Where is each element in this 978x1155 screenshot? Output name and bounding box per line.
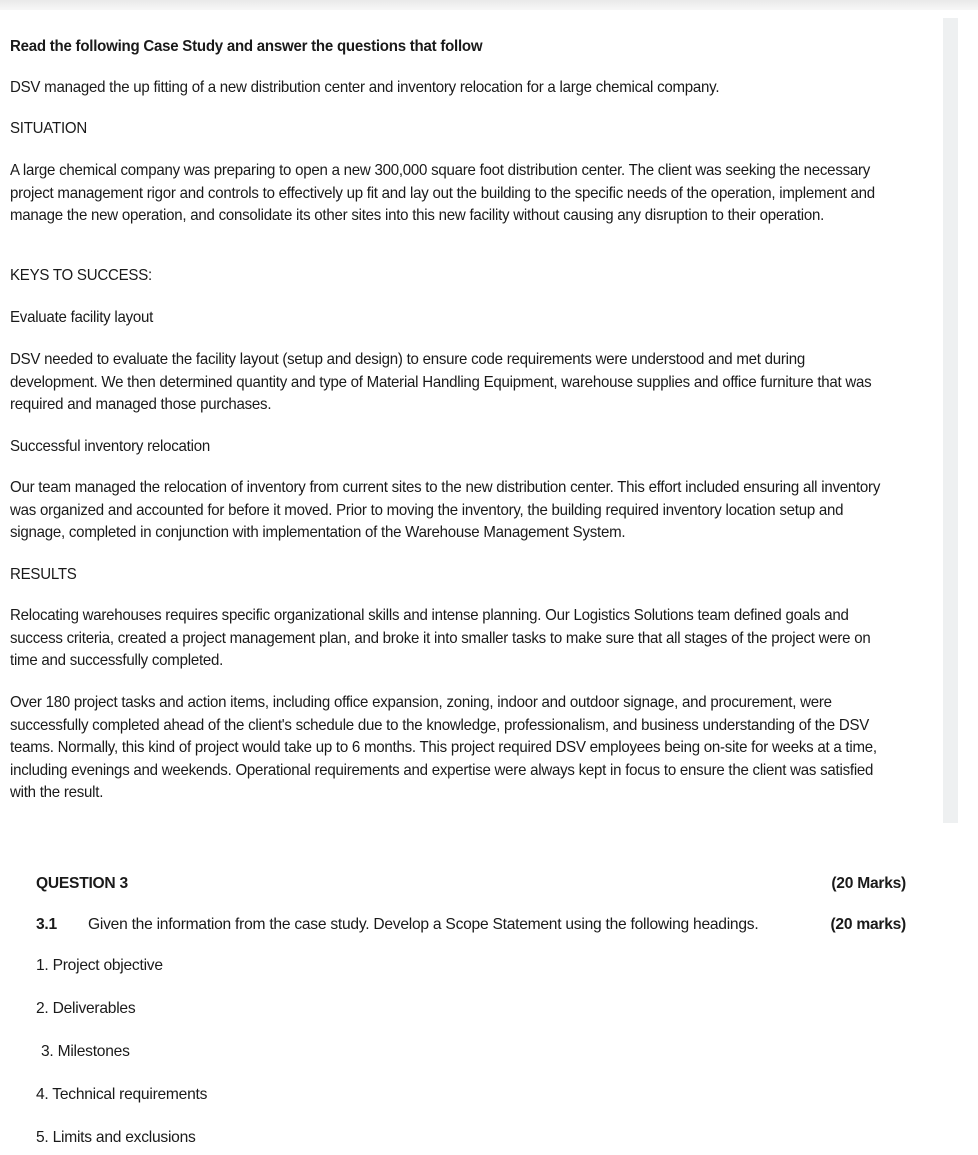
key2-title: Successful inventory relocation: [10, 438, 210, 455]
intro-instruction: Read the following Case Study and answer the questions that follow: [10, 38, 483, 55]
keys-heading: KEYS TO SUCCESS:: [10, 267, 152, 284]
scope-heading-2: 2. Deliverables: [36, 1000, 136, 1017]
top-edge-strip: [0, 0, 978, 10]
subquestion-row: [36, 914, 906, 936]
situation-paragraph: A large chemical company was preparing to open a new 300,000 square foot distribution center. The client was seeking the necessary project management rigor and controls to effectively up fit and lay out the building to the specific needs of the operation, implement and manage the new operation, and consolidate its other sites into this new facility without causing any disruption to their operation.: [10, 162, 875, 224]
scrollbar-track[interactable]: [943, 18, 958, 823]
question-total-marks: (20 Marks): [831, 875, 906, 892]
situation-heading: SITUATION: [10, 120, 87, 137]
subquestion-number: 3.1: [36, 916, 57, 933]
question-section: [36, 873, 906, 1146]
subquestion-text: Given the information from the case study. Develop a Scope Statement using the following headings.: [88, 916, 759, 933]
question-title: QUESTION 3: [36, 875, 128, 892]
scope-heading-5: 5. Limits and exclusions: [36, 1129, 196, 1146]
key1-paragraph: DSV needed to evaluate the facility layout (setup and design) to ensure code requirements were understood and met during development. We then determined quantity and type of Material Handling Equipment, warehouse supplies and office furniture that was required and managed those purchases.: [10, 351, 872, 413]
scope-heading-3: 3. Milestones: [41, 1043, 130, 1060]
key2-paragraph: Our team managed the relocation of inventory from current sites to the new distribution center. This effort included ensuring all inventory was organized and accounted for before it moved. Prior to moving the inventory, the building required inventory location setup and signage, completed in conjunction with implementation of the Warehouse Management System.: [10, 479, 881, 541]
subquestion-marks: (20 marks): [830, 916, 906, 933]
scope-heading-1: 1. Project objective: [36, 957, 163, 974]
results-paragraph-1: Relocating warehouses requires specific organizational skills and intense planning. Our Logistics Solutions team defined goals and success criteria, created a project management plan, and broke it into smaller tasks to make sure that all stages of the project were on time and successfully completed.: [10, 607, 871, 669]
key1-title: Evaluate facility layout: [10, 309, 154, 326]
results-heading: RESULTS: [10, 566, 77, 583]
scope-heading-4: 4. Technical requirements: [36, 1086, 208, 1103]
question-header: [36, 873, 906, 895]
results-paragraph-2: Over 180 project tasks and action items, including office expansion, zoning, indoor and outdoor signage, and procurement, were successfully completed ahead of the client's schedule due to the knowledge, professionalism, and business understanding of the DSV teams. Normally, this kind of project would take up to 6 months. This project required DSV employees being on-site for weeks at a time, including evenings and weekends. Operational requirements and expertise were always kept in focus to ensure the client was satisfied with the result.: [10, 694, 877, 801]
case-summary: DSV managed the up fitting of a new distribution center and inventory relocation for a large chemical company.: [10, 79, 720, 96]
